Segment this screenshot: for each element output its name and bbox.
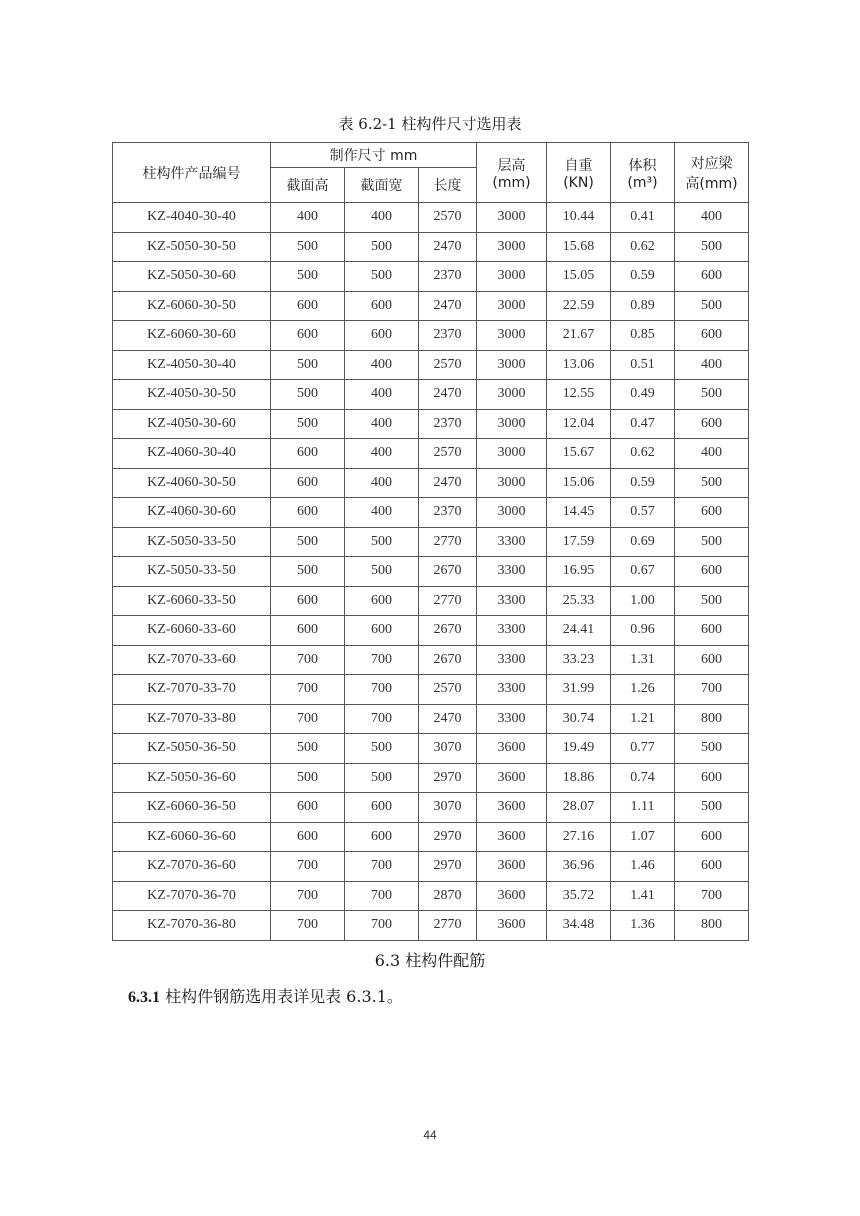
table-cell: 600 (271, 439, 345, 469)
table-cell: 400 (345, 439, 419, 469)
table-cell: 3600 (477, 911, 547, 941)
table-cell: 500 (675, 468, 749, 498)
table-cell: 3600 (477, 822, 547, 852)
table-cell: 500 (345, 232, 419, 262)
table-cell: 3000 (477, 498, 547, 528)
table-cell: 3600 (477, 763, 547, 793)
table-cell: 17.59 (547, 527, 611, 557)
table-cell: 3000 (477, 203, 547, 233)
table-cell: 700 (345, 881, 419, 911)
table-row (113, 468, 749, 498)
table-cell: KZ-4060-30-40 (113, 439, 271, 469)
table-cell: 25.33 (547, 586, 611, 616)
table-row (113, 321, 749, 351)
table-cell: 500 (345, 262, 419, 292)
table-cell: 600 (271, 291, 345, 321)
table-cell: 600 (345, 616, 419, 646)
table-cell: 2970 (419, 763, 477, 793)
table-cell: 3300 (477, 527, 547, 557)
table-cell: 700 (345, 675, 419, 705)
table-row (113, 262, 749, 292)
table-cell: KZ-6060-36-60 (113, 822, 271, 852)
table-row (113, 881, 749, 911)
table-cell: 3300 (477, 645, 547, 675)
table-cell: 34.48 (547, 911, 611, 941)
table-cell: 3000 (477, 291, 547, 321)
table-cell: 500 (271, 763, 345, 793)
table-cell: 0.62 (611, 439, 675, 469)
table-cell: 400 (345, 350, 419, 380)
paragraph (128, 986, 403, 1009)
table-cell: 500 (675, 586, 749, 616)
table-cell: 500 (675, 232, 749, 262)
header-product-code: 柱构件产品编号 (113, 143, 271, 203)
table-cell: KZ-6060-36-50 (113, 793, 271, 823)
table-cell: 2370 (419, 321, 477, 351)
table-cell: 2970 (419, 822, 477, 852)
table-cell: 600 (675, 262, 749, 292)
table-cell: 3000 (477, 350, 547, 380)
table-cell: KZ-6060-33-60 (113, 616, 271, 646)
table-cell: 33.23 (547, 645, 611, 675)
table-cell: 500 (271, 232, 345, 262)
table-cell: 15.06 (547, 468, 611, 498)
table-cell: 19.49 (547, 734, 611, 764)
table-cell: 1.21 (611, 704, 675, 734)
table-cell: 600 (675, 852, 749, 882)
header-length: 长度 (419, 168, 477, 203)
table-cell: KZ-4060-30-60 (113, 498, 271, 528)
table-cell: 10.44 (547, 203, 611, 233)
table-cell: 1.11 (611, 793, 675, 823)
table-cell: KZ-4040-30-40 (113, 203, 271, 233)
table-cell: 3300 (477, 616, 547, 646)
table-cell: 2970 (419, 852, 477, 882)
paragraph-number: 6.3.1 (128, 989, 160, 1006)
table-row (113, 409, 749, 439)
table-cell: 2770 (419, 586, 477, 616)
page-number: 44 (423, 1128, 437, 1142)
table-cell: 0.51 (611, 350, 675, 380)
table-cell: 1.36 (611, 911, 675, 941)
table-cell: 600 (675, 645, 749, 675)
table-cell: 600 (271, 321, 345, 351)
table-cell: 2470 (419, 704, 477, 734)
table-cell: KZ-4050-30-40 (113, 350, 271, 380)
table-cell: 14.45 (547, 498, 611, 528)
table-cell: 400 (345, 468, 419, 498)
table-row (113, 822, 749, 852)
table-cell: 400 (675, 439, 749, 469)
table-cell: 3000 (477, 321, 547, 351)
table-cell: 3000 (477, 232, 547, 262)
table-row (113, 439, 749, 469)
table-cell: 2470 (419, 380, 477, 410)
table-cell: 2470 (419, 468, 477, 498)
table-cell: 12.55 (547, 380, 611, 410)
table-row (113, 793, 749, 823)
table-body (113, 203, 749, 941)
table-cell: 27.16 (547, 822, 611, 852)
table-cell: KZ-6060-33-50 (113, 586, 271, 616)
table-cell: 0.62 (611, 232, 675, 262)
table-cell: 2370 (419, 262, 477, 292)
table-cell: 0.85 (611, 321, 675, 351)
table-cell: 400 (675, 350, 749, 380)
table-cell: 600 (271, 822, 345, 852)
table-row (113, 586, 749, 616)
table-cell: KZ-7070-36-80 (113, 911, 271, 941)
table-cell: 500 (271, 262, 345, 292)
table-cell: 0.59 (611, 262, 675, 292)
table-row (113, 380, 749, 410)
table-cell: KZ-5050-36-60 (113, 763, 271, 793)
table-cell: KZ-6060-30-60 (113, 321, 271, 351)
header-self-weight: 自重 (KN) (547, 143, 611, 203)
table-cell: 0.41 (611, 203, 675, 233)
table-cell: 2670 (419, 557, 477, 587)
table-cell: 3300 (477, 586, 547, 616)
table-cell: 600 (345, 586, 419, 616)
table-cell: 700 (345, 911, 419, 941)
table-cell: 600 (345, 822, 419, 852)
table-cell: 3300 (477, 675, 547, 705)
table-cell: 400 (345, 409, 419, 439)
table-row (113, 675, 749, 705)
table-cell: 36.96 (547, 852, 611, 882)
table-cell: 600 (675, 822, 749, 852)
table-cell: KZ-4050-30-50 (113, 380, 271, 410)
table-cell: 2570 (419, 675, 477, 705)
header-beam-height: 对应梁 高(mm) (675, 143, 749, 203)
table-cell: 12.04 (547, 409, 611, 439)
table-cell: 700 (271, 675, 345, 705)
table-cell: KZ-6060-30-50 (113, 291, 271, 321)
table-cell: 700 (271, 881, 345, 911)
header-volume: 体积 (m³) (611, 143, 675, 203)
table-cell: 500 (675, 380, 749, 410)
table-cell: 2370 (419, 498, 477, 528)
table-cell: 500 (675, 793, 749, 823)
table-cell: 600 (271, 468, 345, 498)
table-cell: 3600 (477, 881, 547, 911)
table-cell: 2770 (419, 527, 477, 557)
table-cell: 3300 (477, 557, 547, 587)
table-row (113, 911, 749, 941)
header-floor-height: 层高 (mm) (477, 143, 547, 203)
table-cell: 500 (271, 409, 345, 439)
table-cell: 600 (271, 616, 345, 646)
table-cell: 700 (675, 675, 749, 705)
table-cell: KZ-5050-30-50 (113, 232, 271, 262)
table-cell: 500 (271, 734, 345, 764)
table-cell: 500 (271, 350, 345, 380)
table-cell: 3600 (477, 852, 547, 882)
table-cell: 24.41 (547, 616, 611, 646)
table-cell: 2570 (419, 350, 477, 380)
table-cell: 600 (675, 763, 749, 793)
table-cell: 30.74 (547, 704, 611, 734)
table-caption: 表 6.2-1 柱构件尺寸选用表 (338, 115, 522, 133)
table-row (113, 557, 749, 587)
table-cell: 2470 (419, 232, 477, 262)
table-cell: 800 (675, 704, 749, 734)
table-cell: 500 (675, 734, 749, 764)
table-cell: 3000 (477, 262, 547, 292)
table-cell: 3070 (419, 734, 477, 764)
table-cell: 500 (675, 527, 749, 557)
table-cell: 0.59 (611, 468, 675, 498)
table-cell: 0.69 (611, 527, 675, 557)
table-cell: 2570 (419, 439, 477, 469)
table-cell: 1.46 (611, 852, 675, 882)
table-cell: 500 (271, 527, 345, 557)
table-cell: 600 (675, 321, 749, 351)
table-row (113, 350, 749, 380)
table-cell: 0.89 (611, 291, 675, 321)
table-cell: 22.59 (547, 291, 611, 321)
table-cell: KZ-7070-33-70 (113, 675, 271, 705)
table-cell: 1.31 (611, 645, 675, 675)
table-cell: 15.68 (547, 232, 611, 262)
table-cell: 31.99 (547, 675, 611, 705)
table-row (113, 763, 749, 793)
table-row (113, 616, 749, 646)
header-make-size: 制作尺寸 mm (271, 143, 477, 168)
table-cell: 600 (675, 498, 749, 528)
table-cell: 35.72 (547, 881, 611, 911)
table-cell: 700 (345, 704, 419, 734)
table-cell: 2570 (419, 203, 477, 233)
table-cell: 1.00 (611, 586, 675, 616)
header-section-width: 截面宽 (345, 168, 419, 203)
table-cell: 400 (345, 380, 419, 410)
table-cell: 700 (271, 645, 345, 675)
table-row (113, 645, 749, 675)
table-cell: 600 (345, 321, 419, 351)
table-cell: 400 (675, 203, 749, 233)
table-cell: 18.86 (547, 763, 611, 793)
table-cell: 600 (271, 793, 345, 823)
table-cell: KZ-7070-33-80 (113, 704, 271, 734)
table-cell: 2670 (419, 645, 477, 675)
table-cell: 0.96 (611, 616, 675, 646)
column-size-table (112, 142, 749, 941)
table-cell: 2370 (419, 409, 477, 439)
table-cell: 0.67 (611, 557, 675, 587)
table-row (113, 852, 749, 882)
table-cell: 0.74 (611, 763, 675, 793)
table-cell: 3300 (477, 704, 547, 734)
table-row (113, 203, 749, 233)
table-cell: 28.07 (547, 793, 611, 823)
table-cell: KZ-5050-33-50 (113, 527, 271, 557)
table-cell: 700 (675, 881, 749, 911)
table-cell: 3070 (419, 793, 477, 823)
table-cell: 600 (345, 793, 419, 823)
table-row (113, 291, 749, 321)
table-cell: 0.57 (611, 498, 675, 528)
table-cell: 3000 (477, 439, 547, 469)
table-cell: KZ-5050-36-50 (113, 734, 271, 764)
section-title: 6.3 柱构件配筋 (374, 951, 486, 970)
table-cell: 16.95 (547, 557, 611, 587)
table-cell: 700 (345, 645, 419, 675)
table-cell: 500 (345, 763, 419, 793)
table-row (113, 704, 749, 734)
table-cell: KZ-7070-33-60 (113, 645, 271, 675)
table-cell: KZ-4050-30-60 (113, 409, 271, 439)
table-cell: 3000 (477, 409, 547, 439)
table-cell: KZ-7070-36-60 (113, 852, 271, 882)
table-row (113, 734, 749, 764)
table-cell: KZ-4060-30-50 (113, 468, 271, 498)
table-cell: 3600 (477, 734, 547, 764)
table-cell: KZ-7070-36-70 (113, 881, 271, 911)
table-cell: 500 (675, 291, 749, 321)
table-cell: 3000 (477, 380, 547, 410)
table-cell: 2870 (419, 881, 477, 911)
table-cell: 600 (271, 498, 345, 528)
table-cell: 600 (675, 616, 749, 646)
table-cell: 700 (345, 852, 419, 882)
table-cell: 3000 (477, 468, 547, 498)
paragraph-text: 柱构件钢筋选用表详见表 6.3.1。 (160, 987, 403, 1006)
table-cell: 2470 (419, 291, 477, 321)
table-cell: 0.47 (611, 409, 675, 439)
table-cell: 500 (271, 557, 345, 587)
table-cell: 500 (271, 380, 345, 410)
table-cell: 600 (675, 557, 749, 587)
table-cell: 0.77 (611, 734, 675, 764)
table-cell: 400 (345, 203, 419, 233)
table-cell: 500 (345, 527, 419, 557)
table-cell: 0.49 (611, 380, 675, 410)
table-cell: 400 (271, 203, 345, 233)
table-cell: 1.07 (611, 822, 675, 852)
table-cell: KZ-5050-33-50 (113, 557, 271, 587)
table-cell: 700 (271, 852, 345, 882)
table-cell: 600 (271, 586, 345, 616)
table-cell: 21.67 (547, 321, 611, 351)
table-cell: 15.05 (547, 262, 611, 292)
table-cell: 3600 (477, 793, 547, 823)
header-section-height: 截面高 (271, 168, 345, 203)
table-cell: 400 (345, 498, 419, 528)
table-cell: 800 (675, 911, 749, 941)
table-cell: 2670 (419, 616, 477, 646)
table-cell: 700 (271, 704, 345, 734)
table-cell: 700 (271, 911, 345, 941)
table-cell: 1.26 (611, 675, 675, 705)
table-cell: 15.67 (547, 439, 611, 469)
table-cell: 2770 (419, 911, 477, 941)
table-row (113, 232, 749, 262)
table-cell: 1.41 (611, 881, 675, 911)
table-row (113, 498, 749, 528)
table-row (113, 527, 749, 557)
table-cell: 600 (345, 291, 419, 321)
table-cell: 13.06 (547, 350, 611, 380)
table-cell: 500 (345, 734, 419, 764)
table-cell: KZ-5050-30-60 (113, 262, 271, 292)
table-cell: 500 (345, 557, 419, 587)
table-cell: 600 (675, 409, 749, 439)
